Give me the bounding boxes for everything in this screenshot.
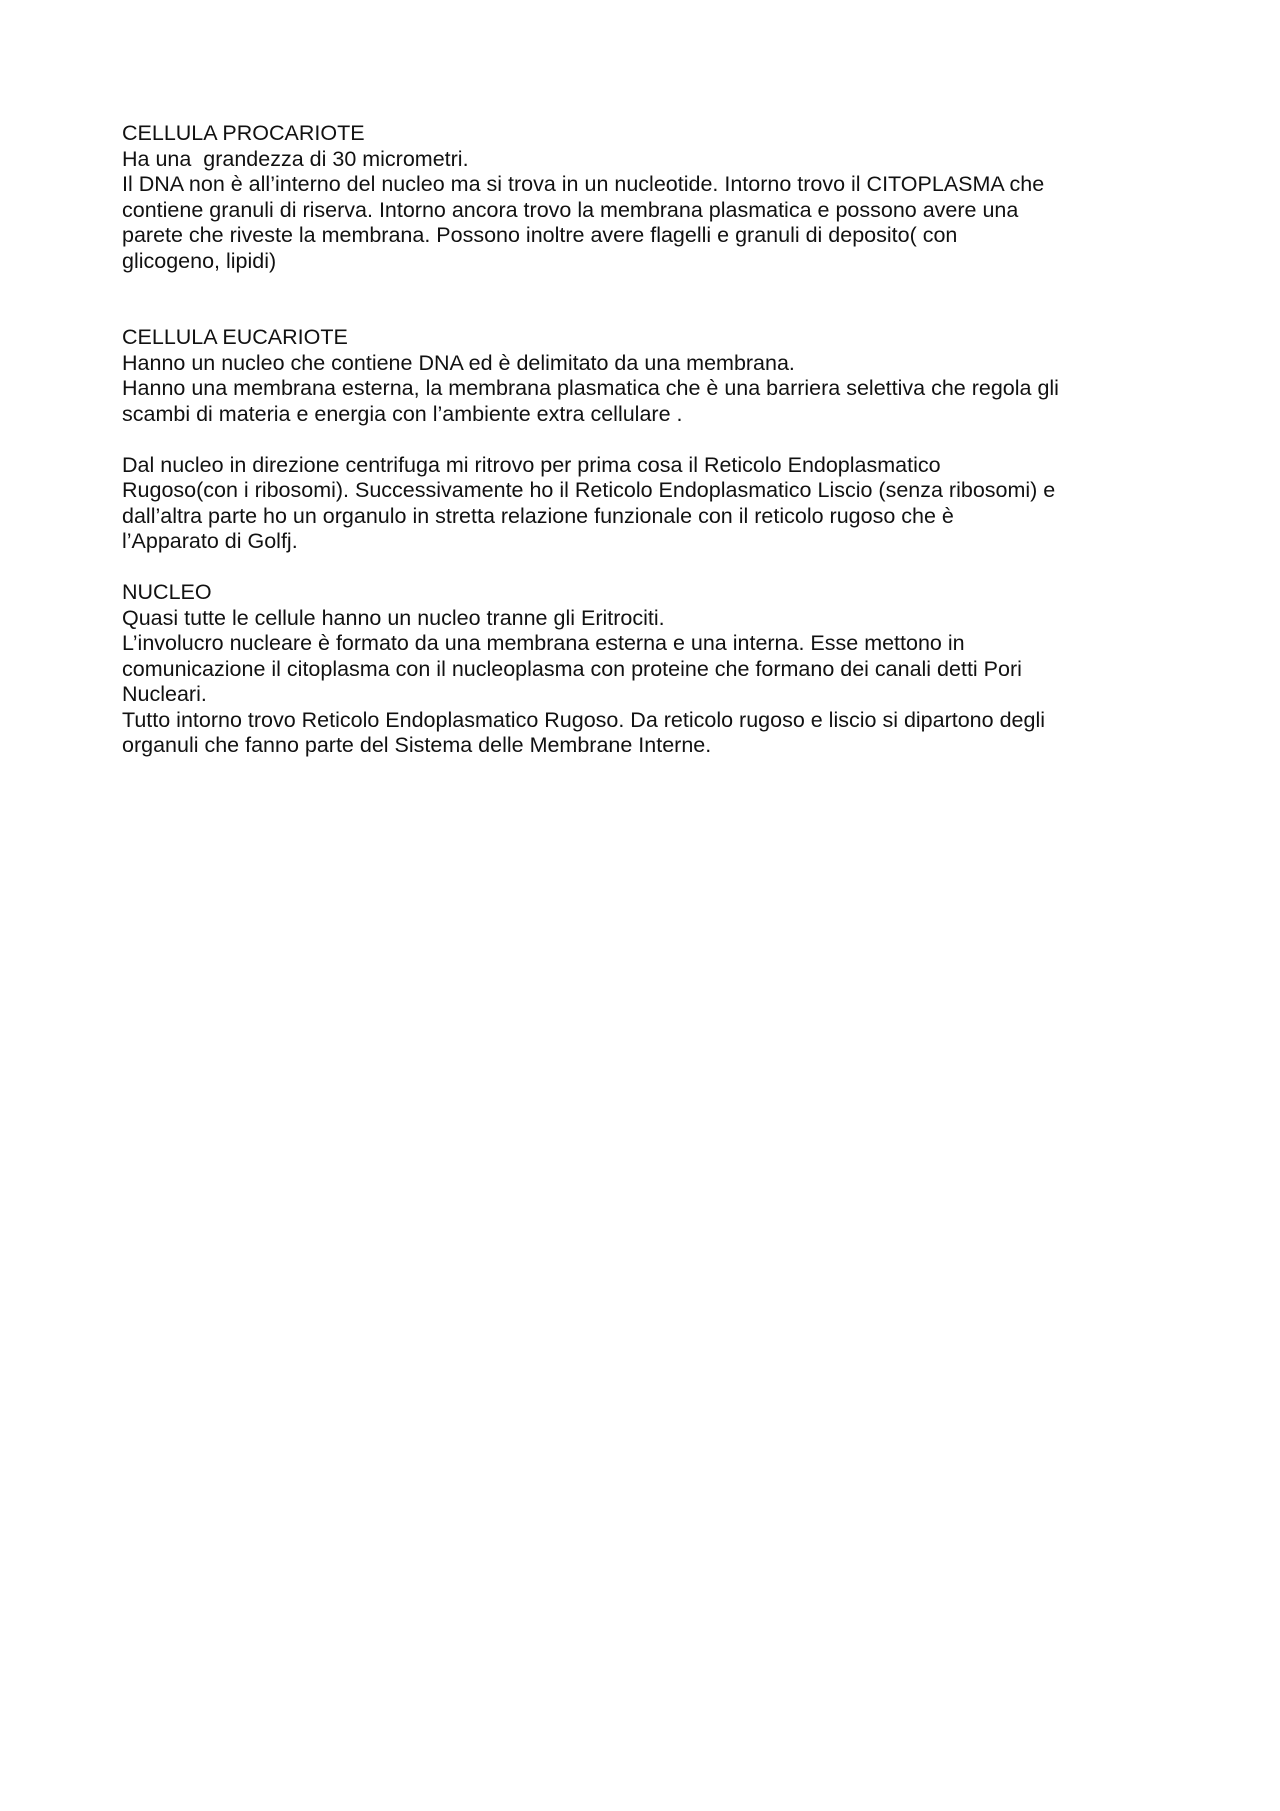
text-line: Hanno un nucleo che contiene DNA ed è delimitato da una membrana. xyxy=(122,350,795,375)
section-heading: CELLULA EUCARIOTE xyxy=(122,325,348,349)
section-procariote xyxy=(122,121,1182,274)
text-line: l’Apparato di Golfj. xyxy=(122,529,298,553)
section-spacer xyxy=(122,555,1182,581)
paragraph-spacer xyxy=(122,427,1182,453)
text-line: Tutto intorno trovo Reticolo Endoplasmatico Rugoso. Da reticolo rugoso e liscio si dipartono degli xyxy=(122,707,1045,732)
text-line: dall’altra parte ho un organulo in stretta relazione funzionale con il reticolo rugoso che è xyxy=(122,503,954,528)
text-line: Nucleari. xyxy=(122,682,207,706)
text-line: organuli che fanno parte del Sistema delle Membrane Interne. xyxy=(122,733,712,757)
text-line: Hanno una membrana esterna, la membrana plasmatica che è una barriera selettiva che regola gli xyxy=(122,376,1059,400)
document-page xyxy=(122,121,1182,759)
section-heading: NUCLEO xyxy=(122,580,212,604)
text-line: Ha una grandezza di 30 micrometri. xyxy=(122,146,469,171)
text-line: Quasi tutte le cellule hanno un nucleo tranne gli Eritrociti. xyxy=(122,605,665,630)
section-eucariote xyxy=(122,325,1182,555)
text-line: Rugoso(con i ribosomi). Successivamente ho il Reticolo Endoplasmatico Liscio (senza ribosomi) e xyxy=(122,478,1056,502)
text-line: scambi di materia e energia con l’ambiente extra cellulare . xyxy=(122,401,683,426)
section-nucleo xyxy=(122,580,1182,759)
text-line: glicogeno, lipidi) xyxy=(122,248,277,273)
text-line: L’involucro nucleare è formato da una membrana esterna e una interna. Esse mettono in xyxy=(122,631,965,655)
text-line: comunicazione il citoplasma con il nucleoplasma con proteine che formano dei canali detti Pori xyxy=(122,656,1022,681)
text-line: parete che riveste la membrana. Possono inoltre avere flagelli e granuli di deposito( con xyxy=(122,223,958,247)
text-line: contiene granuli di riserva. Intorno ancora trovo la membrana plasmatica e possono avere una xyxy=(122,197,1019,222)
text-line: Dal nucleo in direzione centrifuga mi ritrovo per prima cosa il Reticolo Endoplasmatico xyxy=(122,452,941,477)
text-line: Il DNA non è all’interno del nucleo ma si trova in un nucleotide. Intorno trovo il CITOPLASMA che xyxy=(122,172,1045,196)
section-spacer xyxy=(122,274,1182,325)
section-heading: CELLULA PROCARIOTE xyxy=(122,121,365,145)
